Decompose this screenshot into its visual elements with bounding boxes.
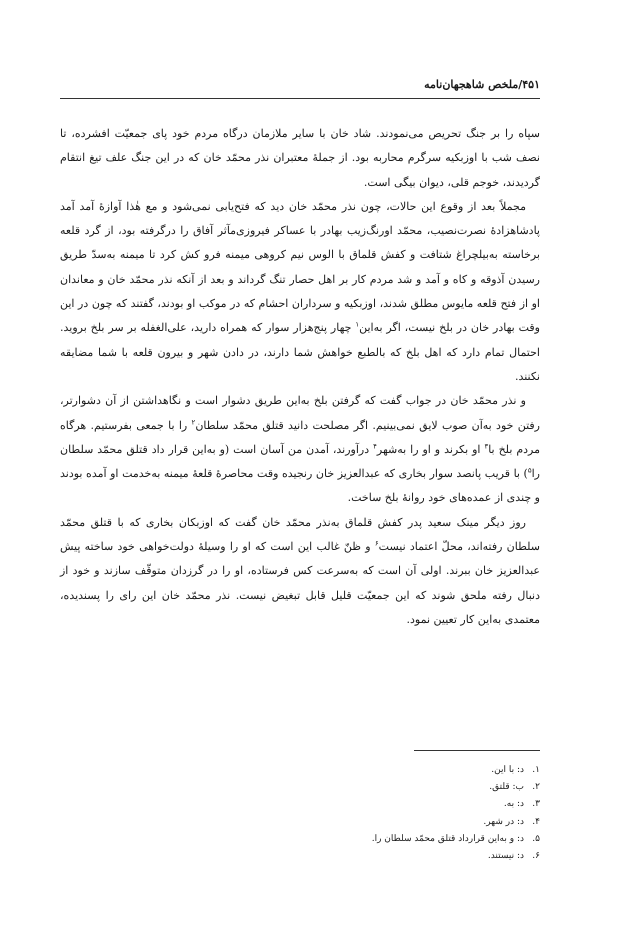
footnotes — [60, 762, 540, 865]
paragraph-4-part-a: روز دیگر مینک سعید پدر کفش قلماق به‌نذر محمّد خان گفت که اوزبکان بخاری که با قتلق محمّد سلطان رفته‌اند، محلّ اعتماد نیست — [60, 515, 540, 554]
paragraph-1: سپاه را بر جنگ تحریص می‌نمودند. شاد خان با سایر ملازمان درگاه مردم خود پای جمعیّت افشرده، تا نصف شب با اوزبکیه سرگرم محاربه بود. از جملهٔ معتبران نذر محمّد خان که در این جنگ علف تیغ انتقام گردیدند، خوجم قلی، دیوان بیگی است. — [60, 127, 540, 189]
running-head: ۴۵۱/ملخص شاهجهان‌نامه — [424, 78, 540, 91]
footnote-number: ۳. — [532, 799, 540, 810]
paragraph-2 — [60, 195, 540, 389]
footnote-4 — [60, 814, 540, 831]
paragraph-3-part-d: درآورند، آمدن من آسان است (و به‌این قرار داد قتلق محمّد سلطان را — [60, 442, 540, 481]
footnote-text: ب: قلتق. — [489, 782, 524, 793]
footnote-marker-4: ۴ — [373, 442, 377, 451]
footnote-text: د: با این. — [491, 765, 524, 775]
paragraph-3 — [60, 389, 540, 510]
footnote-number: ۱. — [532, 765, 540, 775]
main-text — [60, 122, 540, 632]
footnote-3 — [60, 796, 540, 813]
footnote-number: ۴. — [532, 816, 540, 827]
paragraph-3-part-e: ) با قریب پانصد سوار بخاری که عبدالعزیز خان رنجیده وقت محاصرهٔ قلعهٔ میمنه به‌خدمت او آمده بودند و چندی از عمده‌های خود روانهٔ بلخ ساخت. — [60, 467, 540, 505]
footnote-marker-3: ۳ — [484, 442, 489, 451]
footnote-text: د: در شهر. — [483, 816, 524, 827]
footnote-text: د: نیستند. — [487, 851, 524, 862]
footnote-6 — [60, 848, 540, 865]
paragraph-4-part-b: و ظنّ غالب این است که او را وسیلهٔ دولت‌خواهی خود ساخته پیش عبدالعزیز خان ببرند. اولی آن است که به‌سرعت کس فرستاده، او را در گرزدان متوقّف سازند و خود از دنبال رفته ملحق شوند که این جمعیّت قلیل قابل تبغیض نیست. نذر محمّد خان این رای را پسندیده، معتمدی به‌این کار تعیین نمود. — [60, 540, 540, 626]
footnote-1 — [60, 762, 540, 779]
paragraph-3-part-a: و نذر محمّد خان در جواب گفت که گرفتن بلخ به‌این طریق دشوار است و نگاهداشتن از آن دشوارتر، رفتن خود به‌آن صوب لایق نمی‌بینیم. اگر مصلحت دانید قتلق محمّد سلطان — [60, 394, 540, 432]
footnote-number: ۲. — [532, 782, 540, 793]
paragraph-2-part-b: چهار پنج‌هزار سوار که همراه دارید، علی‌الغفله بر سر بلخ بروید. احتمال تمام دارد که اهل بلخ که بالطبع خواهش شما دارند، در دادن شهر و بیرون قلعه با شما مضایقه نکنند. — [60, 321, 540, 383]
footnote-5 — [60, 831, 540, 848]
footnote-marker-5: ۵ — [527, 466, 532, 475]
footnote-marker-2: ۲ — [191, 417, 196, 426]
footnote-marker-6: ۶ — [374, 539, 379, 548]
footnote-number: ۵. — [532, 833, 540, 844]
footnote-2 — [60, 779, 540, 796]
header-rule — [60, 98, 540, 99]
footnote-number: ۶. — [532, 851, 540, 862]
footnote-text: د: به. — [503, 799, 524, 810]
footnote-rule — [414, 750, 540, 751]
footnote-marker-1: ۱ — [355, 320, 360, 329]
footnote-text: د: و به‌این قرارداد قتلق محمّد سلطان را. — [371, 833, 524, 844]
paragraph-3-part-c: او بکرند و او را به‌شهر — [376, 442, 481, 456]
paragraph-4 — [60, 511, 540, 632]
paragraph-2-part-a: مجملاً بعد از وقوع این حالات، چون نذر محمّد خان دید که فتح‌یابی نمی‌شود و مع هٰذا آوازهٔ آمد آمد پادشاهزادهٔ نصرت‌نصیب، محمّد اورنگ‌زیب بهادر با عساکر فیروزی‌مآثر آفاق را درگرفته بود، از گرد قلعه برخاسته به‌بیلچراغ شتافت و کفش قلماق با الوس نیم کروهی میمنه فرو کش کرد تا میمنه به‌سدّ طریق رسیدن آذوقه و کاه و آمد و شد مردم کار بر اهل حصار تنگ گرداند و بعد از آنکه نذر محمّد خان و معاندان او از فتح قلعه مایوس مطلق شدند، اوزبکیه و سرداران احشام که در موکب او بودند، گفتند که چون در این وقت بهادر خان در بلخ نیست، اگر به‌این — [60, 199, 540, 335]
paragraph-3-part-b: را با جمعی بفرستیم. هرگاه مردم بلخ با — [60, 418, 541, 456]
